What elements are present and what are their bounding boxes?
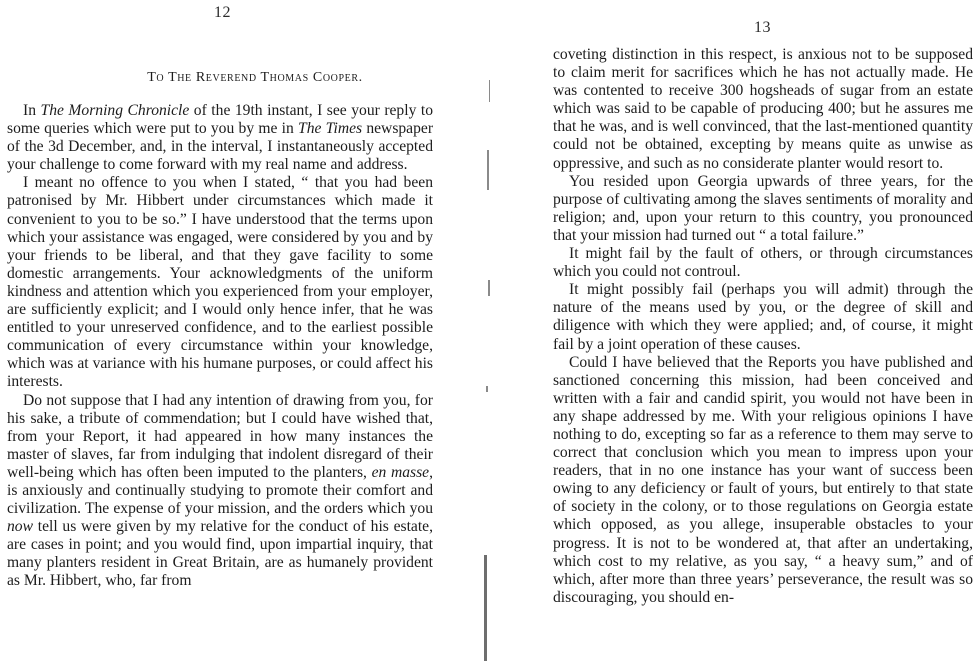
right-page xyxy=(500,0,980,671)
gutter-mark xyxy=(484,555,487,661)
paragraph-5: It might fail by the fault of others, or through circumstances which you could not controul. xyxy=(553,245,973,281)
gutter-mark xyxy=(486,386,488,392)
paragraph-7: Could I have believed that the Reports you have published and sanctioned concerning this mission, had been conceived and written with a fair and candid spirit, you would not have been in any shape addressed by me. With your religious opinions I have nothing to do, excepting so far as a reference to them may serve to correct that conclusion which you mean to impress upon your readers, that in no one instance has your want of success been owing to any deficiency or fault of yours, but entirely to that state of society in the colony, or to those regulations on Georgia estate which opposed, as you allege, insuperable obstacles to your progress. It is not to be wondered at, that after an undertaking, which cost to my relative, as you say, “ a heavy sum,” and of which, after more than three years’ perseverance, the result was so discouraging, you should en- xyxy=(553,353,973,606)
left-page-body xyxy=(7,102,433,591)
left-page xyxy=(0,0,470,671)
paragraph-4: You resided upon Georgia upwards of three years, for the purpose of cultivating among the slaves sentiments of morality and religion; and, upon your return to this country, you pronounced that your mission had turned out “ a total failure.” xyxy=(553,172,973,244)
page-number-left: 12 xyxy=(214,4,231,21)
paragraph-2: I meant no offence to you when I stated, “ that you had been patronised by Mr. Hibbert under circumstances which made it convenient to you to be so.” I have understood that the terms upon which your assistance was engaged, were considered by you and by your friends to be liberal, and that they gave facility to some domestic arrangements. Your acknowledgments of the uniform kindness and attention which you experienced from your employer, are sufficiently explicit; and I would only hence infer, that he was entitled to your unreserved confidence, and to the earliest possible communication of every circumstance within your knowledge, which was at variance with his humane purposes, or could affect his interests. xyxy=(7,174,433,391)
letter-heading: To The Reverend Thomas Cooper. xyxy=(147,70,363,85)
right-page-body xyxy=(553,46,973,607)
gutter-mark xyxy=(489,80,490,102)
book-gutter xyxy=(470,0,500,671)
paragraph-6: It might possibly fail (perhaps you will admit) through the nature of the means used by you, or the degree of skill and diligence with which they were applied; and, of course, it might fail by a joint operation of these causes. xyxy=(553,281,973,353)
page-number-right: 13 xyxy=(754,19,771,36)
paragraph-3: Do not suppose that I had any intention of drawing from you, for his sake, a tribute of commendation; but I could have wished that, from your Report, it had appeared in how many instances the master of slaves, far from indulging that indolent disregard of their well-being which has often been imputed to the planters, en masse, is anxiously and continually studying to promote their comfort and civilization. The expense of your mission, and the orders which you now tell us were given by my relative for the conduct of his estate, are cases in point; and you would find, upon impartial inquiry, that many planters resident in Great Britain, are as humanely provident as Mr. Hibbert, who, far from xyxy=(7,391,433,590)
paragraph-1: In The Morning Chronicle of the 19th instant, I see your reply to some queries which were put to you by me in The Times newspaper of the 3d December, and, in the interval, I instantaneously accepted your challenge to come forward with my real name and address. xyxy=(7,102,434,174)
continued-paragraph: coveting distinction in this respect, is anxious not to be supposed to claim merit for sacrifices which he has not actually made. He was contented to receive 300 hogsheads of sugar from an estate which was said to be capable of producing 400; but he assures me that he was, and is well convinced, that the last-mentioned quantity could not be obtained, excepting by means quite as unwise as oppressive, and such as no considerate planter would resort to. xyxy=(553,46,973,172)
gutter-mark xyxy=(487,150,489,190)
gutter-mark xyxy=(488,280,490,296)
